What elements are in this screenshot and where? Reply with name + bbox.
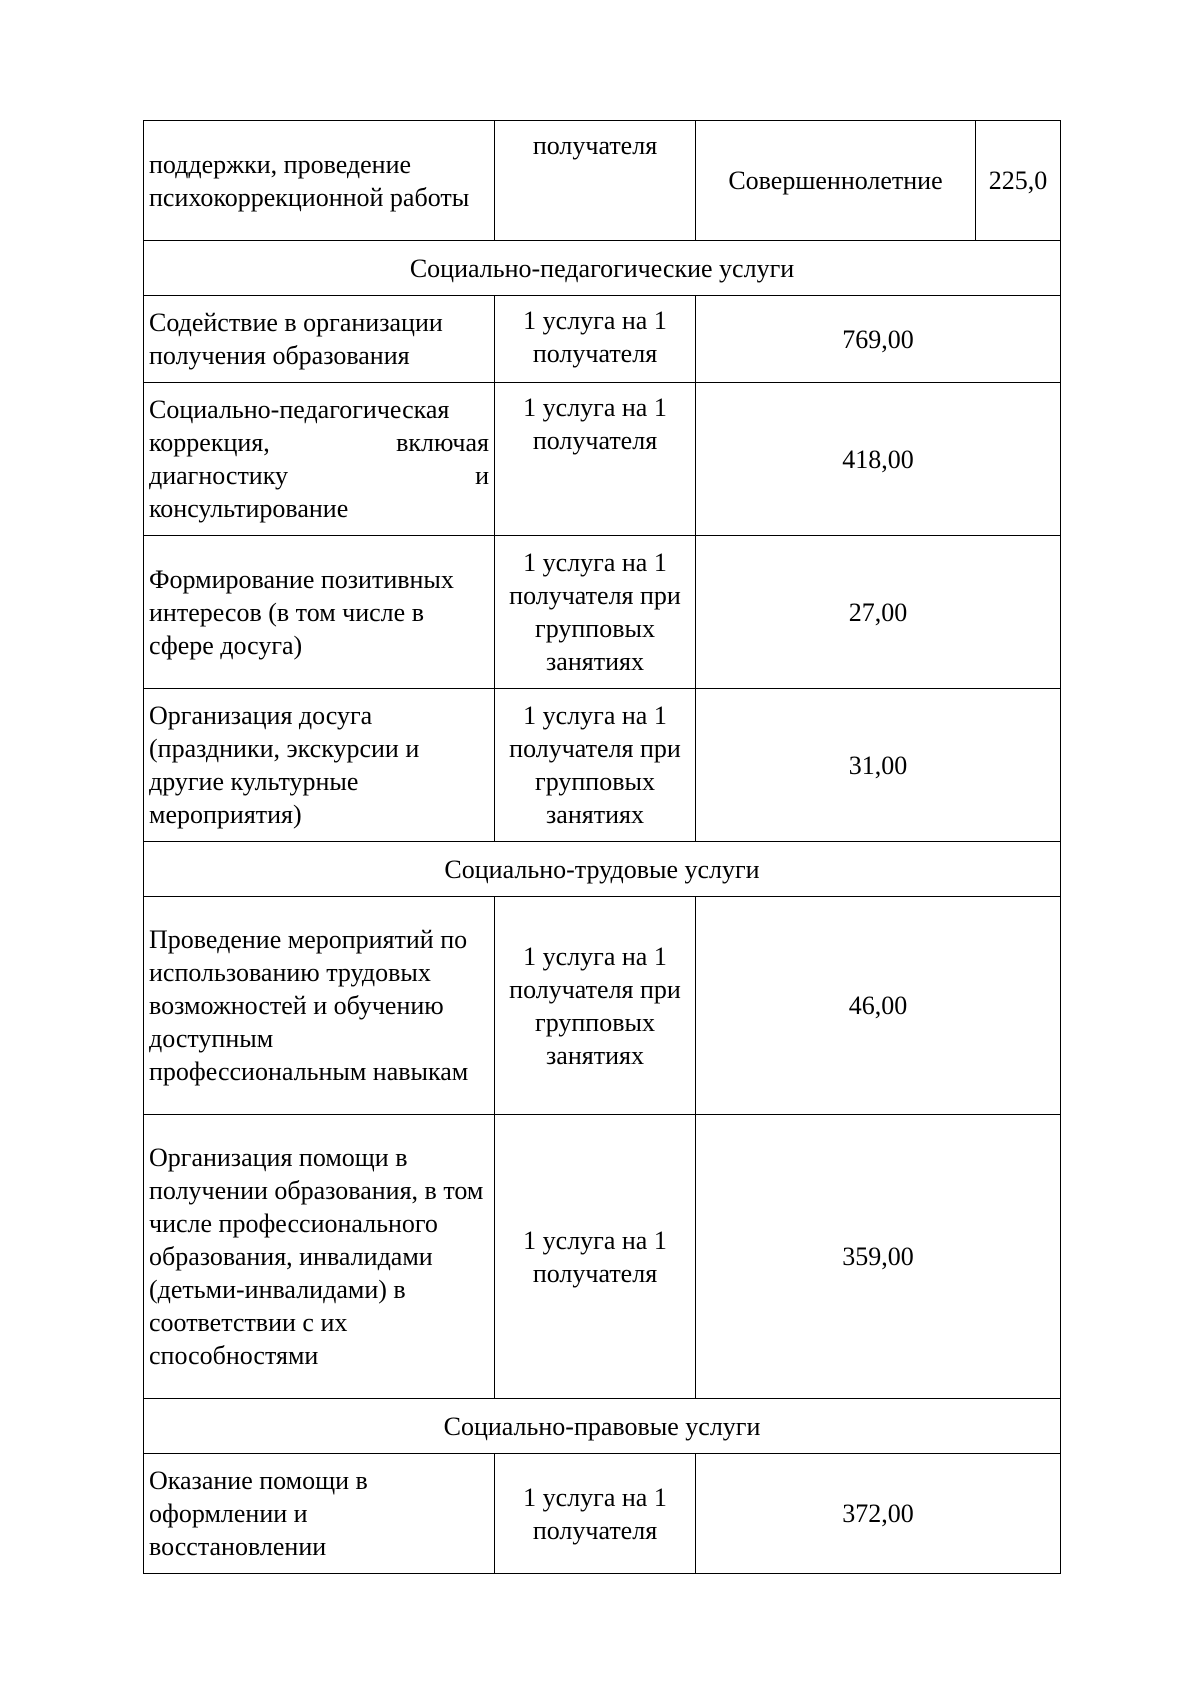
price-cell: 372,00: [696, 1454, 1061, 1574]
section-title-social-labor: Социально-трудовые услуги: [144, 842, 1061, 897]
table-row: [144, 383, 1061, 536]
section-title-social-legal: Социально-правовые услуги: [144, 1399, 1061, 1454]
recipient-category-cell: Совершеннолетние: [696, 121, 976, 241]
table-row: [144, 536, 1061, 689]
service-name-cell: поддержки, проведение психокоррекционной работы: [144, 121, 495, 241]
table-row: [144, 296, 1061, 383]
service-name-cell: Проведение мероприятий по использованию трудовых возможностей и обучению доступным профессиональным навыкам: [144, 897, 495, 1115]
price-cell: 225,0: [976, 121, 1061, 241]
unit-cell: 1 услуга на 1 получателя: [495, 1454, 696, 1574]
unit-cell: получателя: [495, 121, 696, 241]
unit-cell: 1 услуга на 1 получателя: [495, 383, 696, 536]
table-row: [144, 1115, 1061, 1399]
price-cell: 418,00: [696, 383, 1061, 536]
table-row: [144, 121, 1061, 241]
service-name-cell: Содействие в организации получения образования: [144, 296, 495, 383]
table-row: [144, 897, 1061, 1115]
service-name-cell: Социально-педагогическая коррекция, включая диагностику и консультирование: [144, 383, 495, 536]
unit-cell: 1 услуга на 1 получателя при групповых занятиях: [495, 536, 696, 689]
service-name-cell: Организация помощи в получении образования, в том числе профессионального образования, инвалидами (детьми-инвалидами) в соответствии с их способностями: [144, 1115, 495, 1399]
section-row: [144, 842, 1061, 897]
price-cell: 46,00: [696, 897, 1061, 1115]
price-cell: 31,00: [696, 689, 1061, 842]
tariff-table: [143, 120, 1061, 1574]
table-row: [144, 1454, 1061, 1574]
service-name-cell: Формирование позитивных интересов (в том числе в сфере досуга): [144, 536, 495, 689]
section-row: [144, 241, 1061, 296]
service-name-cell: Оказание помощи в оформлении и восстановлении: [144, 1454, 495, 1574]
price-cell: 27,00: [696, 536, 1061, 689]
unit-cell: 1 услуга на 1 получателя при групповых занятиях: [495, 689, 696, 842]
price-cell: 359,00: [696, 1115, 1061, 1399]
unit-cell: 1 услуга на 1 получателя при групповых занятиях: [495, 897, 696, 1115]
section-title-social-pedagogical: Социально-педагогические услуги: [144, 241, 1061, 296]
service-name-cell: Организация досуга (праздники, экскурсии и другие культурные мероприятия): [144, 689, 495, 842]
unit-cell: 1 услуга на 1 получателя: [495, 296, 696, 383]
table-row: [144, 689, 1061, 842]
unit-cell: 1 услуга на 1 получателя: [495, 1115, 696, 1399]
section-row: [144, 1399, 1061, 1454]
price-cell: 769,00: [696, 296, 1061, 383]
